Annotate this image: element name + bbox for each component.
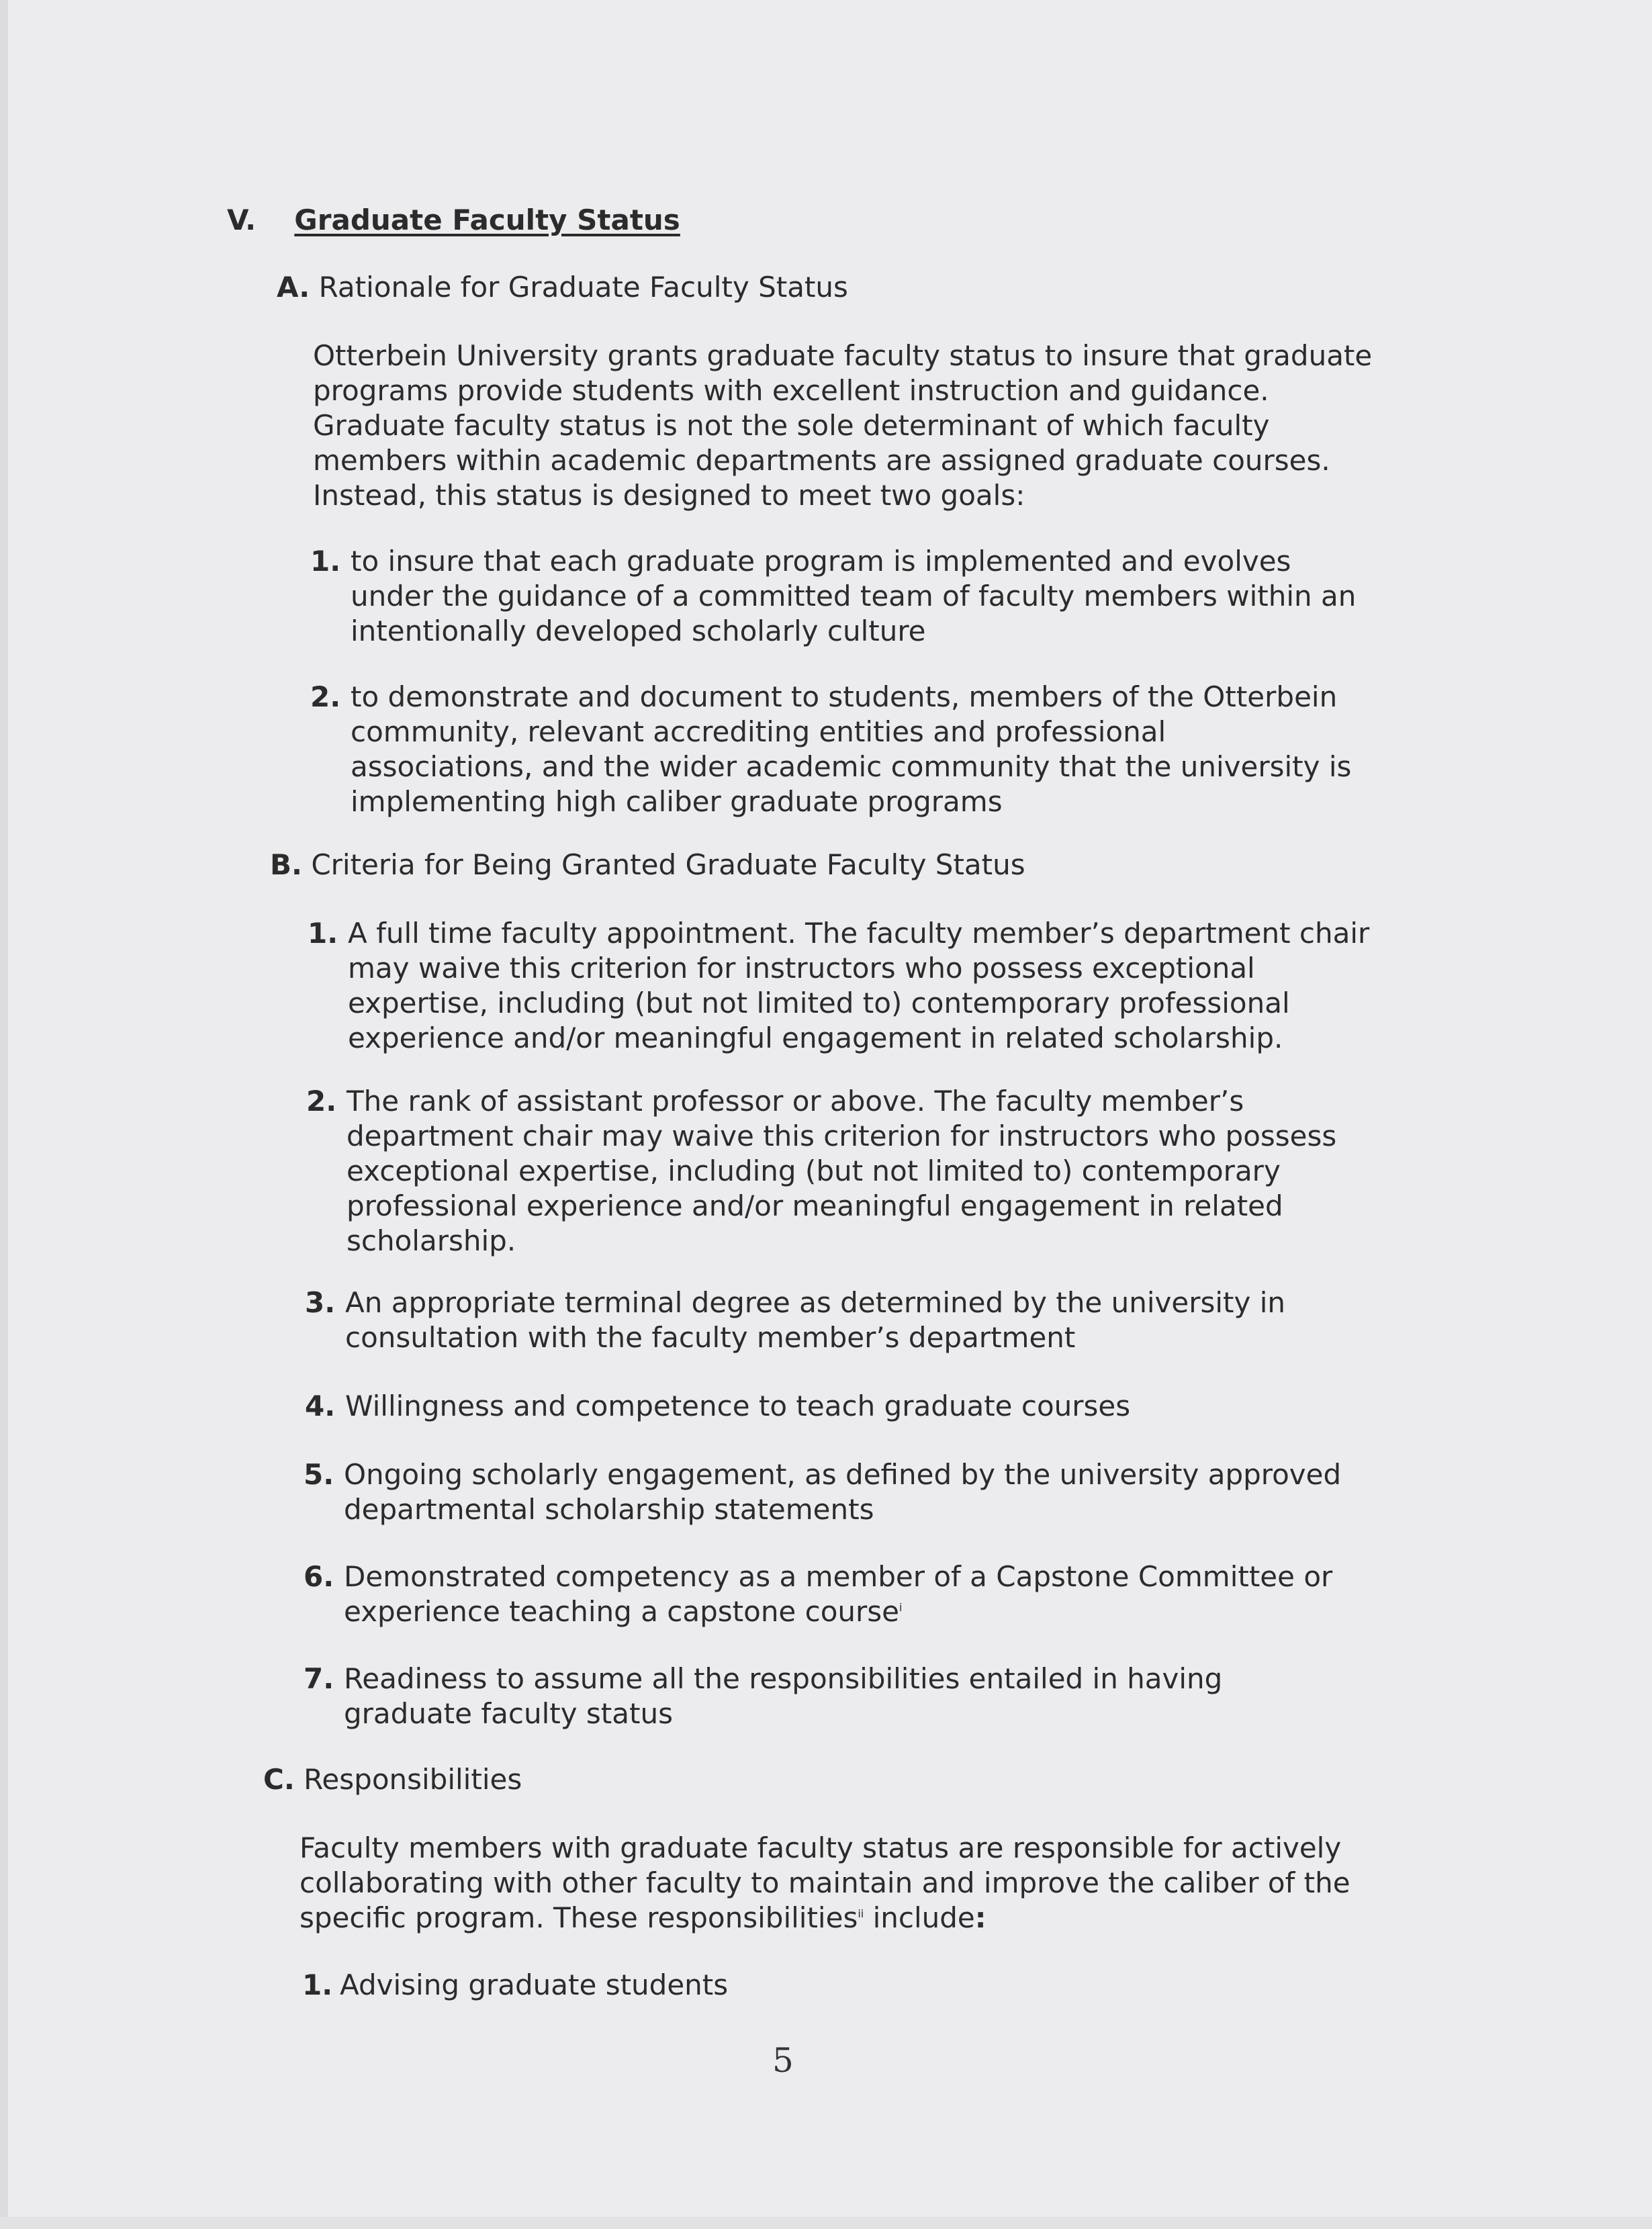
criterion-line: may waive this criterion for instructors who possess exceptional bbox=[348, 952, 1255, 985]
scan-edge bbox=[0, 0, 8, 2229]
criterion-3-number: 3. bbox=[305, 1286, 336, 1319]
footnote-marker: i bbox=[899, 1601, 903, 1614]
criterion-line: expertise, including (but not limited to) contemporary professional bbox=[348, 987, 1290, 1019]
intro-text: specific program. These responsibilities bbox=[300, 1901, 858, 1934]
criterion-line: Willingness and competence to teach graduate courses bbox=[345, 1390, 1131, 1422]
criterion-line: professional experience and/or meaningful engagement in related bbox=[347, 1189, 1283, 1222]
criterion-1-text bbox=[348, 916, 1369, 1056]
goal-2-number: 2. bbox=[310, 680, 341, 713]
intro-line: Faculty members with graduate faculty status are responsible for actively bbox=[300, 1831, 1342, 1864]
goal-line: to insure that each graduate program is implemented and evolves bbox=[351, 545, 1291, 578]
intro-text: include bbox=[864, 1901, 975, 1934]
subsection-b-letter: B. bbox=[270, 848, 302, 881]
criterion-line: scholarship. bbox=[347, 1224, 516, 1257]
intro-line: Graduate faculty status is not the sole determinant of which faculty bbox=[313, 409, 1270, 442]
criterion-2-number: 2. bbox=[306, 1085, 337, 1118]
intro-line-last bbox=[300, 1901, 1350, 1936]
subsection-a-heading bbox=[277, 270, 848, 305]
criterion-line: Readiness to assume all the responsibilities entailed in having bbox=[344, 1662, 1223, 1695]
criterion-line: experience teaching a capstone course bbox=[344, 1595, 900, 1628]
goal-line: under the guidance of a committed team of faculty members within an bbox=[351, 580, 1357, 612]
criterion-7-text bbox=[344, 1662, 1222, 1731]
goal-line: intentionally developed scholarly culture bbox=[351, 615, 926, 647]
criterion-line-last bbox=[344, 1594, 1332, 1629]
goal-line: to demonstrate and document to students, members of the Otterbein bbox=[351, 680, 1338, 713]
criterion-line: The rank of assistant professor or above. The faculty member’s bbox=[347, 1085, 1244, 1118]
goal-line: associations, and the wider academic community that the university is bbox=[351, 750, 1352, 783]
responsibility-1-number: 1. bbox=[302, 1968, 333, 2001]
goal-2-text bbox=[351, 680, 1351, 819]
intro-line: collaborating with other faculty to maintain and improve the caliber of the bbox=[300, 1866, 1350, 1899]
section-heading bbox=[227, 203, 680, 238]
criterion-4-number: 4. bbox=[305, 1390, 336, 1422]
criterion-line: A full time faculty appointment. The faculty member’s department chair bbox=[348, 917, 1370, 950]
subsection-a-letter: A. bbox=[277, 271, 310, 304]
subsection-c-letter: C. bbox=[263, 1763, 295, 1796]
responsibility-1-text: Advising graduate students bbox=[340, 1968, 729, 2001]
intro-colon: : bbox=[974, 1901, 986, 1934]
criterion-5-number: 5. bbox=[304, 1458, 334, 1491]
criterion-5-text bbox=[344, 1457, 1341, 1527]
section-title: Graduate Faculty Status bbox=[294, 203, 680, 236]
section-numeral: V. bbox=[227, 203, 257, 236]
intro-line: programs provide students with excellent instruction and guidance. bbox=[313, 374, 1269, 407]
footnote-marker: ii bbox=[858, 1907, 864, 1920]
goal-1-text bbox=[351, 544, 1356, 649]
subsection-a-intro bbox=[313, 338, 1372, 513]
criterion-7-number: 7. bbox=[304, 1662, 334, 1695]
criterion-2-text bbox=[347, 1084, 1336, 1259]
goal-line: community, relevant accrediting entities and professional bbox=[351, 715, 1166, 748]
criterion-line: departmental scholarship statements bbox=[344, 1493, 874, 1526]
goal-line: implementing high caliber graduate programs bbox=[351, 785, 1003, 818]
criterion-line: experience and/or meaningful engagement in related scholarship. bbox=[348, 1021, 1283, 1054]
criterion-3-text bbox=[345, 1285, 1285, 1355]
intro-line: Instead, this status is designed to meet two goals: bbox=[313, 479, 1025, 512]
subsection-c-heading bbox=[263, 1762, 522, 1797]
intro-line: Otterbein University grants graduate faculty status to insure that graduate bbox=[313, 339, 1373, 372]
subsection-c-intro bbox=[300, 1831, 1350, 1936]
criterion-line: consultation with the faculty member’s department bbox=[345, 1321, 1076, 1354]
subsection-b-title: Criteria for Being Granted Graduate Faculty Status bbox=[311, 848, 1025, 881]
page-number: 5 bbox=[772, 2041, 794, 2080]
intro-line: members within academic departments are assigned graduate courses. bbox=[313, 444, 1330, 477]
criterion-line: An appropriate terminal degree as determined by the university in bbox=[345, 1286, 1286, 1319]
criterion-4-text bbox=[345, 1389, 1130, 1424]
subsection-a-title: Rationale for Graduate Faculty Status bbox=[318, 271, 848, 304]
subsection-c-title: Responsibilities bbox=[304, 1763, 522, 1796]
criterion-line: Ongoing scholarly engagement, as defined by the university approved bbox=[344, 1458, 1342, 1491]
subsection-b-heading bbox=[270, 848, 1025, 882]
criterion-line: Demonstrated competency as a member of a Capstone Committee or bbox=[344, 1560, 1333, 1593]
criterion-6-number: 6. bbox=[304, 1560, 334, 1593]
criterion-line: graduate faculty status bbox=[344, 1697, 673, 1730]
criterion-1-number: 1. bbox=[308, 917, 338, 950]
criterion-6-text bbox=[344, 1559, 1332, 1629]
scan-edge-bottom bbox=[0, 2217, 1652, 2229]
criterion-line: department chair may waive this criterion for instructors who possess bbox=[347, 1120, 1337, 1152]
criterion-line: exceptional expertise, including (but not limited to) contemporary bbox=[347, 1154, 1281, 1187]
goal-1-number: 1. bbox=[310, 545, 341, 578]
